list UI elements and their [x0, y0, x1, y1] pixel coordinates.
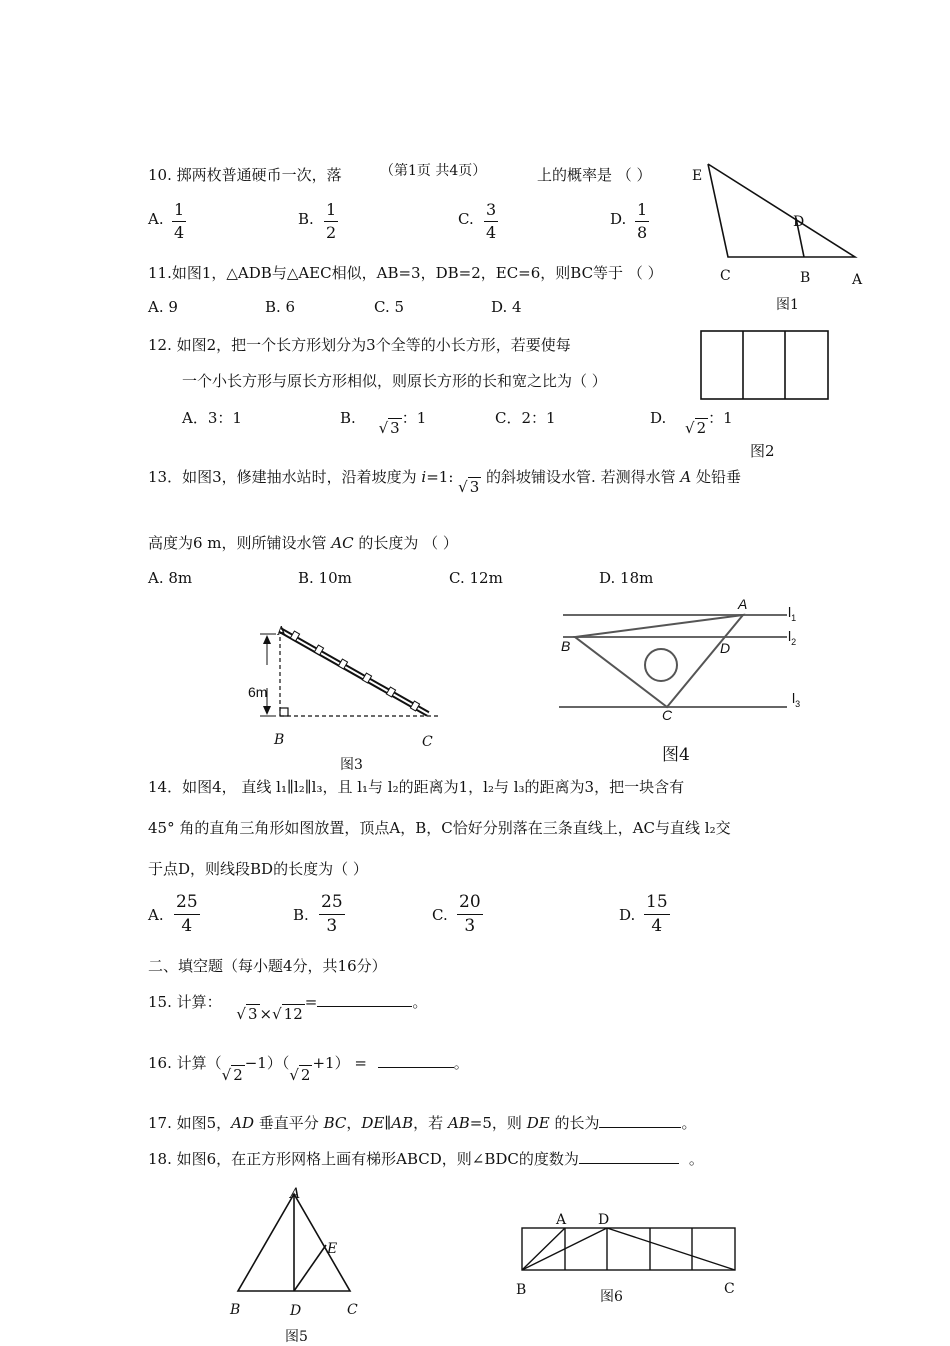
- fig5-label-b: B: [230, 1302, 241, 1318]
- figure-5: [236, 1190, 356, 1295]
- q18: 18. 如图6，在正方形网格上画有梯形ABCD，则∠BDC的度数为 。: [148, 1150, 704, 1168]
- fig1-label-e: E: [692, 168, 703, 184]
- fig5-label-d: D: [290, 1303, 302, 1319]
- q10-option-b-fraction: $\frac{1}{2}$: [326, 200, 337, 242]
- figure-3: [240, 620, 460, 730]
- q15: 15. 计算： √ 3 ×√ 12= 。: [148, 993, 428, 1023]
- q13-option-b: B. 10m: [298, 569, 352, 587]
- fig6-caption: 图6: [600, 1289, 623, 1305]
- fig6-segment-dc: [607, 1228, 735, 1270]
- fig5-label-e: E: [327, 1241, 338, 1257]
- fig6-label-b: B: [516, 1282, 527, 1298]
- fig3-arrow-down: [263, 706, 271, 715]
- fig4-label-c: C: [662, 707, 673, 723]
- figure-4: [555, 600, 815, 720]
- fig4-label-a: A: [738, 596, 748, 612]
- fig6-label-a: A: [556, 1212, 567, 1228]
- fig3-pipe-inner: [280, 630, 428, 714]
- q18-answer-blank[interactable]: [579, 1163, 679, 1164]
- q11-option-d: D. 4: [491, 298, 522, 316]
- q14-line1: 14．如图4， 直线 l₁∥l₂∥l₃，且 l₁与 l₂的距离为1，l₂与 l₃的距离为3，把一块含有: [148, 778, 685, 796]
- q13-option-c: C. 12m: [449, 569, 503, 587]
- q14-option-c-letter: C.: [432, 906, 448, 924]
- q13-option-a: A. 8m: [148, 569, 193, 587]
- q11-stem: 11.如图1，△ADB与△AEC相似，AB=3，DB=2，EC=6，则BC等于 （ ）: [148, 264, 663, 282]
- fig3-arrow-up: [263, 635, 271, 644]
- fig5-label-c: C: [347, 1302, 358, 1318]
- fig3-right-angle: [280, 708, 288, 716]
- fig1-triangle: [708, 164, 855, 257]
- fig4-caption: 图4: [662, 745, 690, 765]
- fig4-label-l2: $l_2$: [788, 628, 797, 647]
- fig4-circle: [645, 649, 677, 681]
- q12-option-a: A．3：1: [182, 409, 242, 427]
- fig1-label-d: D: [793, 214, 805, 230]
- fig3-label-c: C: [422, 734, 433, 750]
- q14-line3: 于点D，则线段BD的长度为（ ）: [148, 860, 368, 878]
- page-label: （第1页 共4页）: [380, 163, 487, 179]
- fig4-triangle: [575, 615, 743, 707]
- q12-option-b: B. √ 3：1: [340, 409, 427, 437]
- fig4-label-l3: $l_3$: [792, 690, 801, 709]
- fig5-segment-de: [294, 1245, 326, 1291]
- section-2-title: 二、填空题（每小题4分，共16分）: [148, 957, 387, 975]
- fig4-label-b: B: [561, 638, 571, 654]
- fig5-label-a: A: [290, 1186, 301, 1202]
- q15-answer-blank[interactable]: [317, 1006, 412, 1007]
- fig2-caption: 图2: [750, 442, 775, 460]
- fig4-label-d: D: [720, 640, 731, 656]
- fig6-label-c: C: [724, 1281, 735, 1297]
- q14-option-d-fraction: $\frac{15}{4}$: [646, 892, 668, 936]
- q10-option-c-fraction: $\frac{3}{4}$: [486, 200, 497, 242]
- q14-option-a-fraction: $\frac{25}{4}$: [176, 892, 198, 936]
- q10-stem-tail: 上的概率是 （ ）: [537, 166, 652, 184]
- fig2-rectangle: [701, 331, 828, 399]
- q10-option-d-letter: D.: [610, 210, 627, 228]
- q12-option-c: C．2：1: [495, 409, 556, 427]
- fig6-label-d: D: [598, 1212, 610, 1228]
- q17-answer-blank[interactable]: [599, 1127, 681, 1128]
- q14-option-b-letter: B.: [293, 906, 309, 924]
- q10-option-a-fraction: $\frac{1}{4}$: [174, 200, 185, 242]
- q14-line2: 45° 角的直角三角形如图放置，顶点A，B，C恰好分别落在三条直线上，AC与直线 l₂交: [148, 819, 731, 837]
- fig1-label-c: C: [720, 268, 731, 284]
- fig4-label-l1: $l_1$: [788, 604, 797, 623]
- q12-line2: 一个小长方形与原长方形相似，则原长方形的长和宽之比为（ ）: [182, 372, 607, 390]
- fig6-segment-ab: [522, 1228, 565, 1270]
- q16-answer-blank[interactable]: [378, 1067, 454, 1068]
- q13-line2: 高度为6 m，则所铺设水管 AC 的长度为 （ ）: [148, 534, 458, 552]
- q10-option-b-letter: B.: [298, 210, 314, 228]
- q11-option-a: A. 9: [148, 298, 178, 316]
- q11-option-c: C. 5: [374, 298, 405, 316]
- fig1-label-a: A: [852, 272, 863, 288]
- q10-option-d-fraction: $\frac{1}{8}$: [637, 200, 648, 242]
- q11-option-b: B. 6: [265, 298, 296, 316]
- figure-2: [700, 330, 830, 400]
- fig1-caption: 图1: [776, 297, 799, 313]
- q14-option-d-letter: D.: [619, 906, 636, 924]
- q12-line1: 12. 如图2，把一个长方形划分为3个全等的小长方形，若要使每: [148, 336, 571, 354]
- q12-option-d: D. √ 2：1: [650, 409, 733, 437]
- q14-option-a-letter: A.: [148, 906, 164, 924]
- q17: 17. 如图5，AD 垂直平分 BC，DE∥AB，若 AB=5，则 DE 的长为 。: [148, 1114, 697, 1132]
- q10-stem: 10. 掷两枚普通硬币一次，落: [148, 166, 342, 184]
- fig3-label-b: B: [274, 732, 285, 748]
- fig3-label-a: A: [277, 624, 286, 638]
- fig1-label-b: B: [800, 270, 811, 286]
- q10-option-c-letter: C.: [458, 210, 474, 228]
- fig6-grid-outline: [522, 1228, 735, 1270]
- q14-option-b-fraction: $\frac{25}{3}$: [321, 892, 343, 936]
- figure-6: [520, 1225, 740, 1275]
- fig5-caption: 图5: [285, 1329, 308, 1345]
- q14-option-c-fraction: $\frac{20}{3}$: [459, 892, 481, 936]
- q16: 16. 计算（√ 2−1）（√ 2+1） = 。: [148, 1054, 469, 1084]
- q10-option-a-letter: A.: [148, 210, 164, 228]
- fig3-height-label: 6m: [248, 684, 268, 700]
- q13-option-d: D. 18m: [599, 569, 654, 587]
- fig3-caption: 图3: [340, 757, 363, 773]
- q13-line1: 13．如图3，修建抽水站时，沿着坡度为 i=1: √ 3 的斜坡铺设水管. 若测得水管 A 处铅垂: [148, 468, 741, 496]
